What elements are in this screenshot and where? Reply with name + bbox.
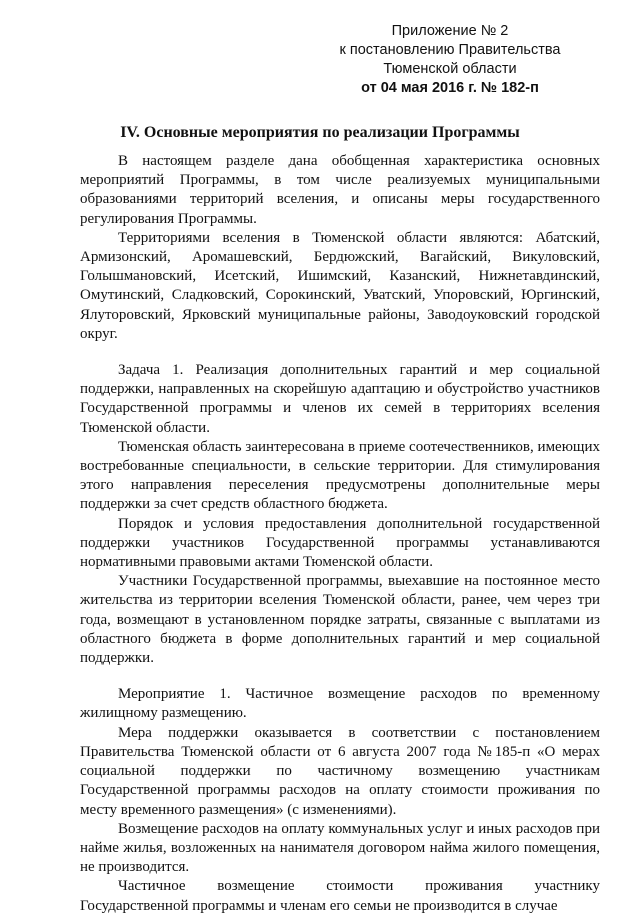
document-body bbox=[80, 152, 600, 916]
paragraph: Мера поддержки оказывается в соответствии с постановлением Правительства Тюменской области от 6 августа 2007 года №185-п «О мерах социальной поддержки по частичному возмещению участникам Государственной программы расходов на оплату стоимости проживания по месту временного размещения» (с изменениями). bbox=[80, 724, 600, 818]
paragraph: Возмещение расходов на оплату коммунальных услуг и иных расходов при найме жилья, возложенных на нанимателя договором найма жилого помещения, не производится. bbox=[80, 820, 600, 876]
paragraph: Мероприятие 1. Частичное возмещение расходов по временному жилищному размещению. bbox=[80, 686, 600, 722]
paragraph: Порядок и условия предоставления дополнительной государственной поддержки участников Государственной программы устанавливаются нормативными правовыми актами Тюменской области. bbox=[80, 515, 600, 571]
paragraph: Частичное возмещение стоимости проживания участнику Государственной программы и членам его семьи не производится в случае bbox=[80, 878, 600, 914]
appendix-region: Тюменской области bbox=[383, 61, 517, 77]
appendix-date-number: от 04 мая 2016 г. № 182-п bbox=[361, 80, 539, 96]
appendix-header bbox=[330, 22, 570, 98]
paragraph: Территориями вселения в Тюменской области являются: Абатский, Армизонский, Аромашевский, Бердюжский, Вагайский, Викуловский, Голышмановский, Исетский, Ишимский, Казанский, Нижнетавдинский, Омутинский, Сладковский, Сорокинский, Уватский, Упоровский, Юргинский, Ялуторовский, Ярковский муниципальные районы, Заводоуковский городской округ. bbox=[80, 229, 600, 342]
paragraph: В настоящем разделе дана обобщенная характеристика основных мероприятий Программы, в том числе реализуемых муниципальными образованиями территорий вселения, и описаны меры государственного регулирования Программы. bbox=[80, 153, 600, 227]
appendix-number: Приложение № 2 bbox=[391, 23, 509, 39]
paragraph: Тюменская область заинтересована в приеме соотечественников, имеющих востребованные специальности, в сельские территории. Для стимулирования этого направления переселения предусмотрены дополнительные меры поддержки за счет средств областного бюджета. bbox=[80, 438, 600, 513]
paragraph: Задача 1. Реализация дополнительных гарантий и мер социальной поддержки, направленных на скорейшую адаптацию и обустройство участников Государственной программы и членов их семей в территориях вселения Тюменской области. bbox=[80, 362, 600, 436]
paragraph: Участники Государственной программы, выехавшие на постоянное место жительства из территории вселения Тюменской области, ранее, чем через три года, возмещают в установленном порядке затраты, связанные с выплатами из областного бюджета в форме дополнительных гарантий и мер социальной поддержки. bbox=[80, 573, 600, 667]
appendix-resolution-ref: к постановлению Правительства bbox=[339, 42, 561, 58]
section-title: IV. Основные мероприятия по реализации Программы bbox=[120, 124, 520, 141]
